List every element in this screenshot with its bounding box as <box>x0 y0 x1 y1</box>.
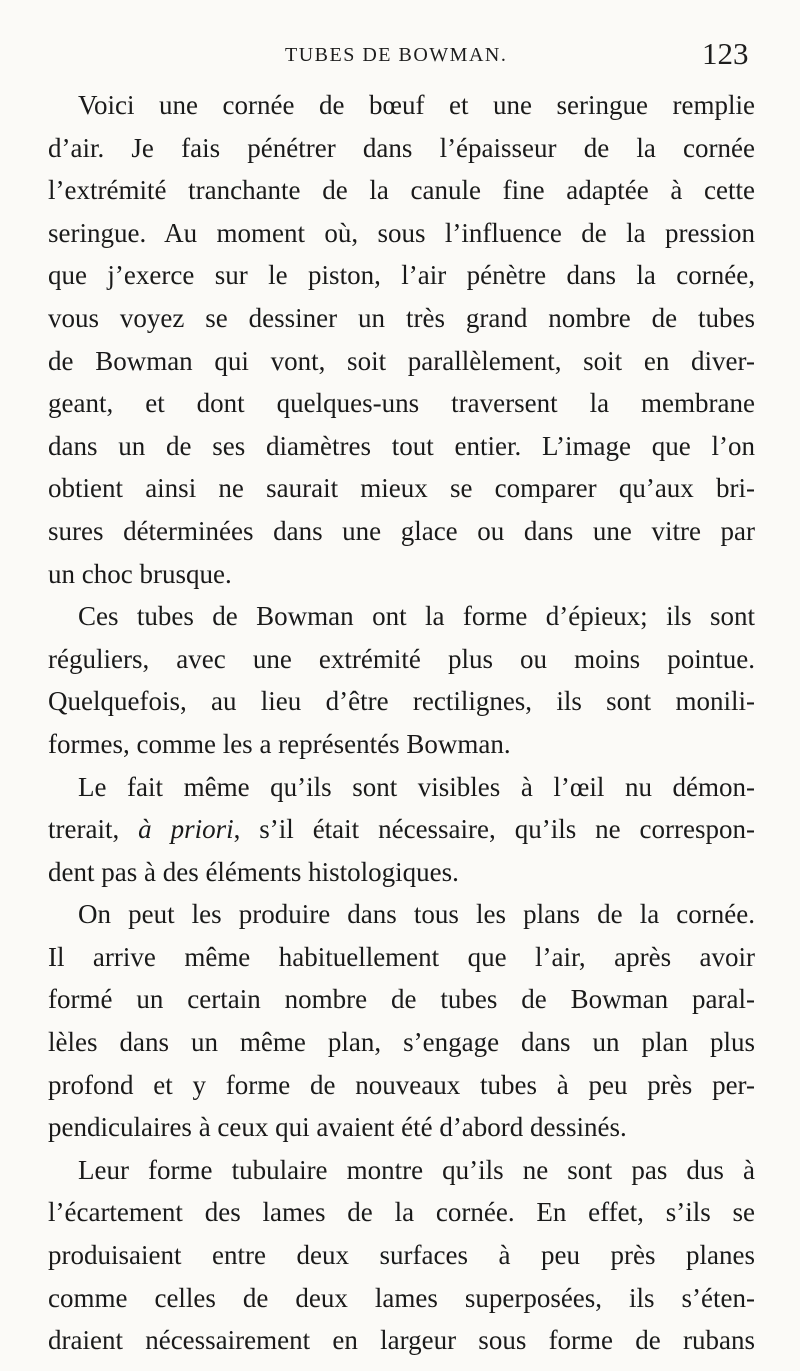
text-line: lèles dans un même plan, s’engage dans un plan plus <box>48 1027 755 1058</box>
text-line: Le fait même qu’ils sont visibles à l’œil nu démon- <box>78 771 755 802</box>
text-line: Leur forme tubulaire montre qu’ils ne sont pas dus à <box>78 1154 755 1185</box>
body-text <box>48 84 755 1362</box>
text-line: de Bowman qui vont, soit parallèlement, soit en diver- <box>48 345 755 376</box>
text-line: comme celles de deux lames superposées, ils s’éten- <box>48 1282 755 1313</box>
text-line: vous voyez se dessiner un très grand nombre de tubes <box>48 302 755 333</box>
text-line: geant, et dont quelques-uns traversent la membrane <box>48 388 755 419</box>
text-line: un choc brusque. <box>48 558 232 589</box>
page-number: 123 <box>702 36 749 71</box>
text-line: dent pas à des éléments histologiques. <box>48 856 459 887</box>
text-line: Il arrive même habituellement que l’air, après avoir <box>48 941 755 972</box>
text-line: profond et y forme de nouveaux tubes à peu près per- <box>48 1069 755 1100</box>
italic-phrase: à priori <box>138 814 234 845</box>
running-head <box>0 30 800 80</box>
text-line: On peut les produire dans tous les plans de la cornée. <box>78 899 755 930</box>
text-line: trerait, à priori, s’il était nécessaire, qu’ils ne correspon- <box>48 814 755 845</box>
text-line: l’écartement des lames de la cornée. En effet, s’ils se <box>48 1197 755 1228</box>
text-line: que j’exerce sur le piston, l’air pénètre dans la cornée, <box>48 260 755 291</box>
text-line: Quelquefois, au lieu d’être rectilignes, ils sont monili- <box>48 686 755 717</box>
text-line: formé un certain nombre de tubes de Bowman paral- <box>48 984 755 1015</box>
text-line: draient nécessairement en largeur sous forme de rubans <box>48 1325 755 1356</box>
text-line: seringue. Au moment où, sous l’influence de la pression <box>48 217 755 248</box>
text-line: formes, comme les a représentés Bowman. <box>48 728 511 759</box>
text-line: Ces tubes de Bowman ont la forme d’épieux; ils sont <box>78 601 755 632</box>
text-line: sures déterminées dans une glace ou dans une vitre par <box>48 515 755 546</box>
text-line: dans un de ses diamètres tout entier. L’image que l’on <box>48 430 755 461</box>
text-line: l’extrémité tranchante de la canule fine adaptée à cette <box>48 175 755 206</box>
text-line: produisaient entre deux surfaces à peu près planes <box>48 1240 755 1271</box>
text-line: d’air. Je fais pénétrer dans l’épaisseur de la cornée <box>48 132 755 163</box>
text-line: Voici une cornée de bœuf et une seringue remplie <box>78 90 755 120</box>
running-title: TUBES DE BOWMAN. <box>285 44 508 66</box>
text-line: obtient ainsi ne saurait mieux se comparer qu’aux bri- <box>48 473 755 504</box>
text-line: réguliers, avec une extrémité plus ou moins pointue. <box>48 643 755 674</box>
text-line: pendiculaires à ceux qui avaient été d’abord dessinés. <box>48 1112 627 1143</box>
